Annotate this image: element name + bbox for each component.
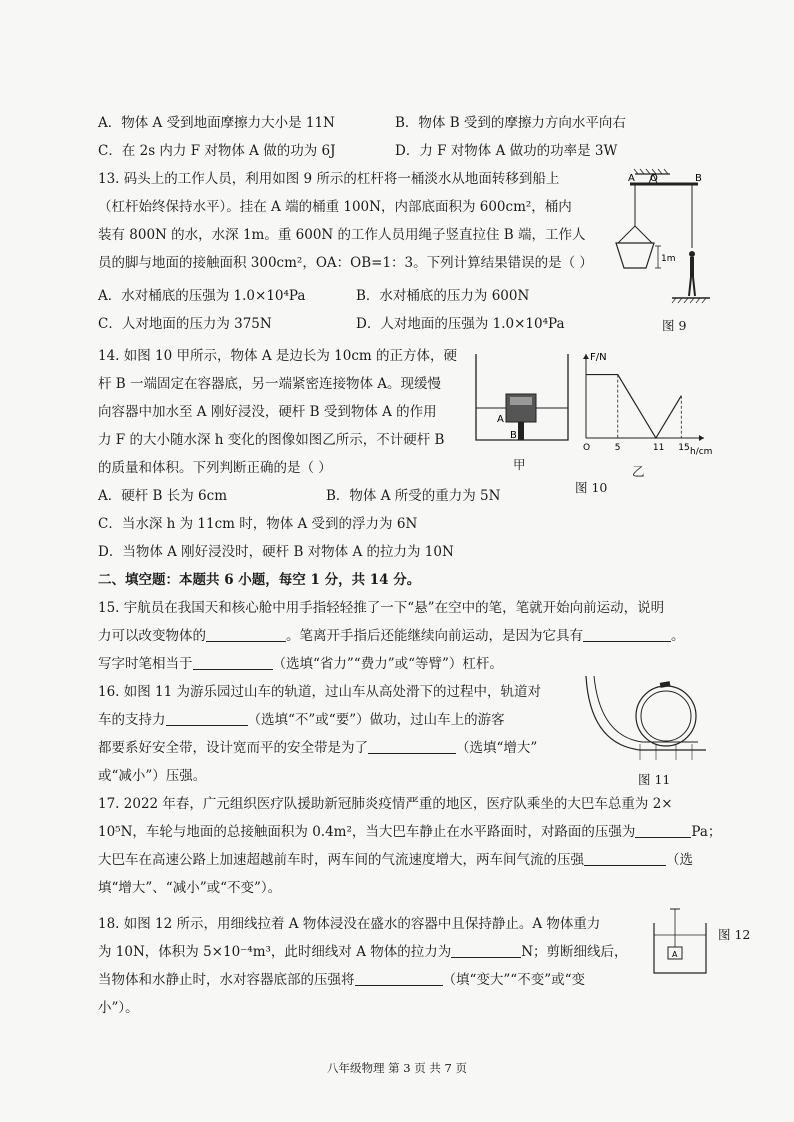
q15-blank-3[interactable] bbox=[193, 655, 273, 670]
q14-option-c: C．当水深 h 为 11cm 时，物体 A 受到的浮力为 6N bbox=[98, 516, 418, 532]
figure-10-yi-label: 乙 bbox=[632, 464, 645, 479]
q15-text-3b: （选填“省力”“费力”或“等臂”）杠杆。 bbox=[272, 656, 503, 672]
series-line bbox=[586, 375, 681, 438]
q18-text-2b: N；剪断细线后， bbox=[521, 944, 628, 960]
q17-line-3 bbox=[98, 851, 693, 869]
x-tick-label: 5 bbox=[614, 443, 621, 453]
q15-text-2c: 。 bbox=[671, 628, 685, 644]
q12-option-d: D．力 F 对物体 A 做功的功率是 3W bbox=[395, 143, 618, 159]
q15-line-1: 15. 宇航员在我国天和核心舱中用手指轻轻推了一下“悬”在空中的笔，笔就开始向前运动，说明 bbox=[98, 600, 665, 616]
figure-10-container bbox=[470, 350, 575, 450]
q14-line-5: 的质量和体积。下列判断正确的是（ ） bbox=[98, 460, 332, 476]
figure-11-roller-coaster bbox=[580, 672, 720, 764]
q14-line-1: 14. 如图 10 甲所示，物体 A 是边长为 10cm 的正方体，硬 bbox=[98, 348, 457, 364]
q18-blank-2[interactable] bbox=[355, 971, 443, 986]
fig10-label-b: B bbox=[510, 430, 517, 441]
q13-line-2: （杠杆始终保持水平）。挂在 A 端的桶重 100N，内部底面积为 600cm²，桶内 bbox=[98, 199, 572, 215]
q18-line-2 bbox=[98, 943, 628, 961]
q18-line-4: 小”）。 bbox=[98, 1000, 139, 1016]
q16-text-3a: 都要系好安全带，设计宽而平的安全带是为了 bbox=[98, 740, 368, 756]
q12-option-c: C．在 2s 内力 F 对物体 A 做的功为 6J bbox=[98, 143, 336, 159]
q17-blank-1[interactable] bbox=[635, 823, 691, 838]
q16-blank-1[interactable] bbox=[166, 711, 248, 726]
q12-option-a: A．物体 A 受到地面摩擦力大小是 11N bbox=[98, 115, 335, 131]
q16-text-2b: （选填“不”或“要”）做功，过山车上的游客 bbox=[247, 712, 505, 728]
q13-option-a: A．水对桶底的压强为 1.0×10⁴Pa bbox=[98, 288, 306, 304]
q14-option-d: D．当物体 A 刚好浸没时，硬杆 B 对物体 A 的拉力为 10N bbox=[98, 544, 454, 560]
q13-line-4: 员的脚与地面的接触面积 300cm²，OA：OB=1：3。下列计算结果错误的是（ ） bbox=[98, 255, 593, 271]
x-tick-label: O bbox=[583, 443, 591, 453]
figure-10-graph bbox=[572, 346, 712, 458]
q16-text-3b: （选填“增大” bbox=[456, 740, 538, 756]
q18-blank-1[interactable] bbox=[451, 943, 521, 958]
section-2-heading: 二、填空题：本题共 6 小题，每空 1 分，共 14 分。 bbox=[98, 572, 421, 588]
q18-text-2a: 为 10N，体积为 5×10⁻⁴m³，此时细线对 A 物体的拉力为 bbox=[98, 944, 452, 960]
q17-line-4: 填“增大”、“减小”或“不变”）。 bbox=[98, 880, 282, 896]
q14-line-3: 向容器中加水至 A 刚好浸没，硬杆 B 受到物体 A 的作用 bbox=[98, 404, 437, 420]
q14-line-2: 杆 B 一端固定在容器底，另一端紧密连接物体 A。现缓慢 bbox=[98, 376, 442, 392]
q13-option-b: B．水对桶底的压力为 600N bbox=[356, 288, 530, 304]
q15-text-3a: 写字时笔相当于 bbox=[98, 656, 193, 672]
q16-line-2 bbox=[98, 711, 505, 729]
q16-blank-2[interactable] bbox=[368, 739, 456, 754]
q17-line-1: 17. 2022 年春，广元组织医疗队援助新冠肺炎疫情严重的地区，医疗队乘坐的大巴车总重为 2× bbox=[98, 796, 673, 812]
figure-10-caption: 图 10 bbox=[575, 480, 608, 495]
q17-text-2b: Pa； bbox=[691, 824, 722, 840]
figure-10-jia-label: 甲 bbox=[513, 457, 526, 472]
q16-line-4: 或“减小”）压强。 bbox=[98, 768, 207, 784]
q15-blank-1[interactable] bbox=[206, 627, 286, 642]
worker-figure bbox=[689, 251, 695, 296]
fig9-label-o: O bbox=[650, 173, 658, 184]
page-footer: 八年级物理 第 3 页 共 7 页 bbox=[326, 1061, 468, 1075]
fig9-label-b: B bbox=[695, 173, 702, 184]
q15-text-2a: 力可以改变物体的 bbox=[98, 628, 206, 644]
q14-line-4: 力 F 的大小随水深 h 变化的图像如图乙所示，不计硬杆 B bbox=[98, 432, 445, 448]
figure-9-lever bbox=[610, 168, 715, 313]
q16-line-1: 16. 如图 11 为游乐园过山车的轨道，过山车从高处滑下的过程中，轨道对 bbox=[98, 684, 542, 700]
x-axis-label: h/cm bbox=[690, 447, 712, 457]
figure-12-caption: 图 12 bbox=[718, 927, 751, 942]
q17-line-2 bbox=[98, 823, 721, 841]
q18-line-3 bbox=[98, 971, 585, 989]
fig9-depth-label: 1m bbox=[661, 254, 676, 264]
figure-12-container bbox=[650, 905, 710, 977]
q17-text-2a: 10⁵N，车轮与地面的总接触面积为 0.4m²，当大巴车静止在水平路面时，对路面的压强为 bbox=[98, 824, 636, 840]
q13-line-1: 13. 码头上的工作人员，利用如图 9 所示的杠杆将一桶淡水从地面转移到船上 bbox=[98, 171, 560, 187]
q16-line-3 bbox=[98, 739, 537, 757]
q15-blank-2[interactable] bbox=[583, 627, 671, 642]
q15-text-2b: 。笔离开手指后还能继续向前运动，是因为它具有 bbox=[286, 628, 583, 644]
x-tick-label: 11 bbox=[652, 443, 665, 453]
fig10-label-a: A bbox=[497, 414, 504, 425]
q14-option-a: A．硬杆 B 长为 6cm bbox=[98, 488, 227, 504]
q13-option-c: C．人对地面的压力为 375N bbox=[98, 316, 272, 332]
q12-option-b: B．物体 B 受到的摩擦力方向水平向右 bbox=[395, 115, 626, 131]
q16-text-2a: 车的支持力 bbox=[98, 712, 166, 728]
q17-text-3b: （选 bbox=[666, 852, 693, 868]
q13-option-d: D．人对地面的压强为 1.0×10⁴Pa bbox=[356, 316, 565, 332]
q18-text-3b: （填“变大”“不变”或“变 bbox=[442, 972, 586, 988]
q17-blank-2[interactable] bbox=[584, 851, 666, 866]
figure-11-caption: 图 11 bbox=[638, 772, 671, 787]
y-axis-label: F/N bbox=[590, 352, 607, 363]
q15-line-2 bbox=[98, 627, 685, 645]
x-tick-label: 15 bbox=[678, 443, 690, 453]
fig9-label-a: A bbox=[628, 173, 635, 184]
figure-9-caption: 图 9 bbox=[662, 318, 687, 333]
q18-text-3a: 当物体和水静止时，水对容器底部的压强将 bbox=[98, 972, 355, 988]
q18-line-1: 18. 如图 12 所示，用细线拉着 A 物体浸没在盛水的容器中且保持静止。A 物体重力 bbox=[98, 916, 601, 932]
q15-line-3 bbox=[98, 655, 503, 673]
fig12-label-a: A bbox=[672, 950, 678, 959]
q13-line-3: 装有 800N 的水，水深 1m。重 600N 的工作人员用绳子竖直拉住 B 端，工作人 bbox=[98, 227, 586, 243]
q17-text-3a: 大巴车在高速公路上加速超越前车时，两车间的气流速度增大，两车间气流的压强 bbox=[98, 852, 584, 868]
q14-option-b: B．物体 A 所受的重力为 5N bbox=[326, 488, 501, 504]
